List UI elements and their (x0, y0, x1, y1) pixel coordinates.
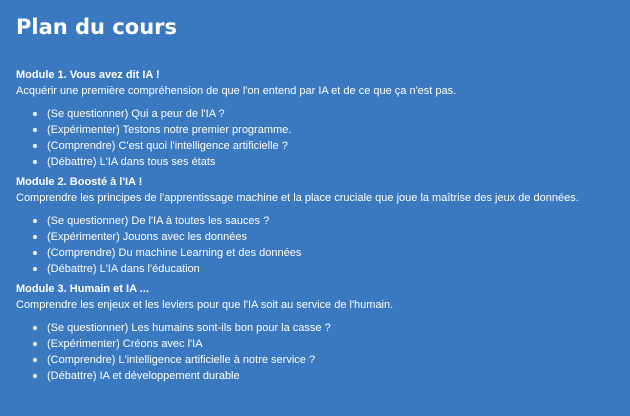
bullet-icon (33, 374, 37, 378)
lesson-label: (Comprendre) L'intelligence artificielle à notre service ? (47, 354, 316, 366)
lesson-list (16, 320, 614, 384)
lesson-label: (Se questionner) De l'IA à toutes les sauces ? (47, 215, 270, 227)
module-title: Module 2. Boosté à l'IA ! (16, 176, 143, 188)
module-2 (16, 174, 614, 277)
bullet-icon (33, 219, 37, 223)
lesson-item (47, 336, 614, 352)
bullet-icon (33, 267, 37, 271)
lesson-item (47, 320, 614, 336)
lesson-label: (Se questionner) Les humains sont-ils bon pour la casse ? (47, 322, 331, 334)
module-list (16, 67, 614, 384)
lesson-list (16, 106, 614, 170)
module-description: Acquérir une première compréhension de que l'on entend par IA et de ce que ça n'est pas. (16, 85, 457, 97)
lesson-label: (Débattre) IA et développement durable (47, 370, 240, 382)
module-1 (16, 67, 614, 170)
lesson-item (47, 245, 614, 261)
lesson-label: (Se questionner) Qui a peur de l'IA ? (47, 108, 225, 120)
lesson-label: (Expérimenter) Jouons avec les données (47, 231, 247, 243)
lesson-item (47, 154, 614, 170)
lesson-item (47, 229, 614, 245)
module-title: Module 1. Vous avez dit IA ! (16, 69, 160, 81)
bullet-icon (33, 144, 37, 148)
page-title: Plan du cours (16, 15, 177, 39)
lesson-list (16, 213, 614, 277)
bullet-icon (33, 251, 37, 255)
lesson-label: (Débattre) L'IA dans tous ses états (47, 156, 216, 168)
bullet-icon (33, 112, 37, 116)
lesson-item (47, 261, 614, 277)
bullet-icon (33, 326, 37, 330)
bullet-icon (33, 235, 37, 239)
module-title: Module 3. Humain et IA ... (16, 283, 149, 295)
lesson-item (47, 138, 614, 154)
lesson-item (47, 122, 614, 138)
lesson-item (47, 106, 614, 122)
lesson-label: (Expérimenter) Créons avec l'IA (47, 338, 203, 350)
module-description: Comprendre les principes de l'apprentissage machine et la place cruciale que joue la maîtrise des jeux de données. (16, 192, 579, 204)
bullet-icon (33, 342, 37, 346)
bullet-icon (33, 160, 37, 164)
lesson-item (47, 352, 614, 368)
lesson-item (47, 368, 614, 384)
module-3 (16, 281, 614, 384)
lesson-label: (Comprendre) Du machine Learning et des données (47, 247, 302, 259)
lesson-label: (Comprendre) C'est quoi l'intelligence artificielle ? (47, 140, 288, 152)
module-description: Comprendre les enjeux et les leviers pour que l'IA soit au service de l'humain. (16, 299, 394, 311)
lesson-label: (Débattre) L'IA dans l'éducation (47, 263, 200, 275)
lesson-label: (Expérimenter) Testons notre premier programme. (47, 124, 292, 136)
bullet-icon (33, 358, 37, 362)
bullet-icon (33, 128, 37, 132)
lesson-item (47, 213, 614, 229)
